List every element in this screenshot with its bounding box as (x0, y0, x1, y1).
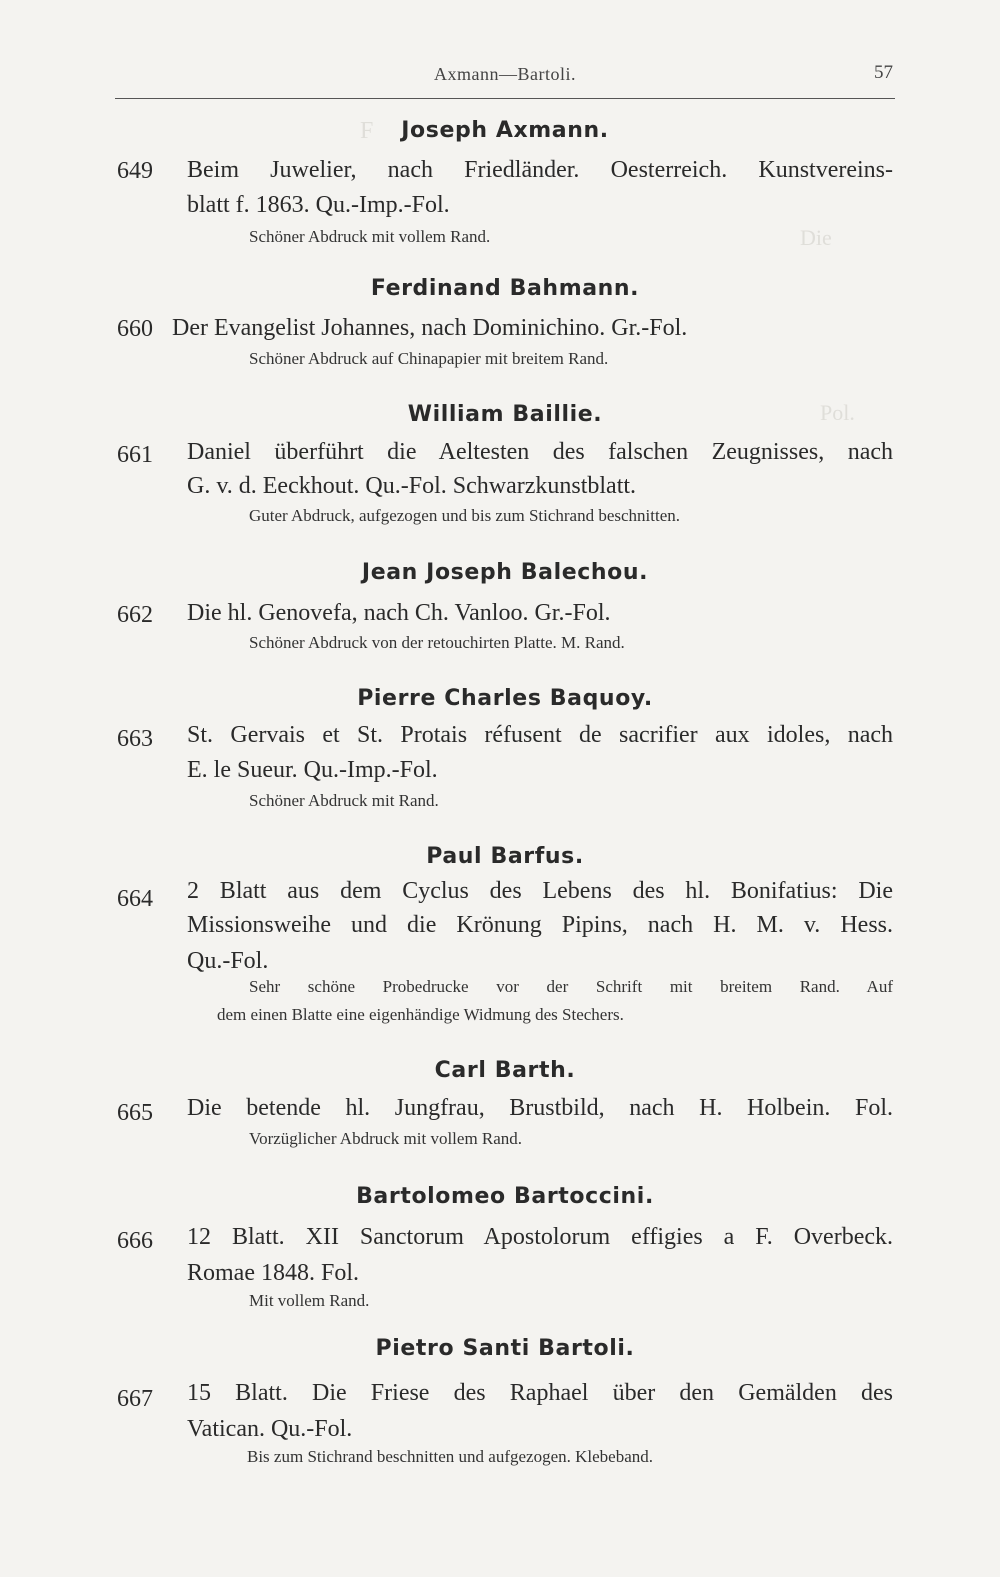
lot-number: 667 (117, 1386, 153, 1412)
lot-number: 664 (117, 886, 153, 912)
lot-description-line: E. le Sueur. Qu.-Imp.-Fol. (187, 757, 438, 783)
condition-note: Schöner Abdruck mit vollem Rand. (249, 227, 491, 246)
artist-heading: Pietro Santi Bartoli. (375, 1336, 635, 1361)
condition-note: Schöner Abdruck mit Rand. (249, 791, 439, 810)
artist-heading: Ferdinand Bahmann. (370, 276, 640, 301)
artist-heading: Paul Barfus. (426, 844, 584, 869)
lot-description-line: G. v. d. Eeckhout. Qu.-Fol. Schwarzkunstblatt. (187, 473, 637, 499)
lot-number: 666 (117, 1228, 153, 1254)
condition-note: Bis zum Stichrand beschnitten und aufgezogen. Klebeband. (247, 1447, 653, 1466)
lot-description-line: Qu.-Fol. (187, 948, 269, 974)
show-through-text: F (360, 118, 374, 144)
lot-description-line: Die hl. Genovefa, nach Ch. Vanloo. Gr.-Fol. (187, 600, 611, 626)
lot-description-line: Missionsweihe und die Krönung Pipins, nach H. M. v. Hess. (187, 912, 893, 938)
artist-heading: Pierre Charles Baquoy. (357, 686, 653, 711)
lot-description-line: 15 Blatt. Die Friese des Raphael über den Gemälden des (187, 1380, 893, 1406)
artist-heading: Carl Barth. (434, 1058, 576, 1083)
lot-description-line: St. Gervais et St. Protais réfusent de sacrifier aux idoles, nach (187, 722, 893, 748)
lot-number: 649 (117, 158, 153, 184)
lot-description-line: Beim Juwelier, nach Friedländer. Oesterreich. Kunstvereins- (187, 157, 893, 183)
lot-description-line: 2 Blatt aus dem Cyclus des Lebens des hl. Bonifatius: Die (187, 878, 893, 904)
lot-description-line: Der Evangelist Johannes, nach Dominichino. Gr.-Fol. (172, 315, 688, 341)
running-title: Axmann—Bartoli. (434, 64, 576, 84)
condition-note: Sehr schöne Probedrucke vor der Schrift mit breitem Rand. Auf (249, 977, 893, 996)
condition-note: Mit vollem Rand. (249, 1291, 370, 1310)
lot-number: 665 (117, 1100, 153, 1126)
lot-number: 661 (117, 442, 153, 468)
lot-description-line: Romae 1848. Fol. (187, 1260, 359, 1286)
show-through-text: Pol. (820, 400, 855, 425)
show-through-text: Die (800, 225, 832, 250)
lot-description-line: Daniel überführt die Aeltesten des falschen Zeugnisses, nach (187, 439, 893, 465)
condition-note: Schöner Abdruck auf Chinapapier mit breitem Rand. (249, 349, 609, 368)
lot-number: 660 (117, 316, 153, 342)
lot-description-line: blatt f. 1863. Qu.-Imp.-Fol. (187, 192, 450, 218)
artist-heading: William Baillie. (407, 402, 603, 427)
lot-description-line: Vatican. Qu.-Fol. (187, 1416, 353, 1442)
artist-heading: Bartolomeo Bartoccini. (356, 1184, 654, 1209)
artist-heading: Joseph Axmann. (401, 118, 609, 143)
lot-number: 662 (117, 602, 153, 628)
running-head (115, 62, 895, 99)
lot-description-line: 12 Blatt. XII Sanctorum Apostolorum effigies a F. Overbeck. (187, 1224, 893, 1250)
condition-note: dem einen Blatte eine eigenhändige Widmung des Stechers. (217, 1005, 624, 1024)
page-number: 57 (874, 62, 893, 83)
condition-note: Guter Abdruck, aufgezogen und bis zum Stichrand beschnitten. (249, 506, 681, 525)
condition-note: Vorzüglicher Abdruck mit vollem Rand. (249, 1129, 523, 1148)
artist-heading: Jean Joseph Balechou. (361, 560, 649, 585)
lot-number: 663 (117, 726, 153, 752)
lot-description-line: Die betende hl. Jungfrau, Brustbild, nach H. Holbein. Fol. (187, 1095, 893, 1121)
condition-note: Schöner Abdruck von der retouchirten Platte. M. Rand. (249, 633, 625, 652)
